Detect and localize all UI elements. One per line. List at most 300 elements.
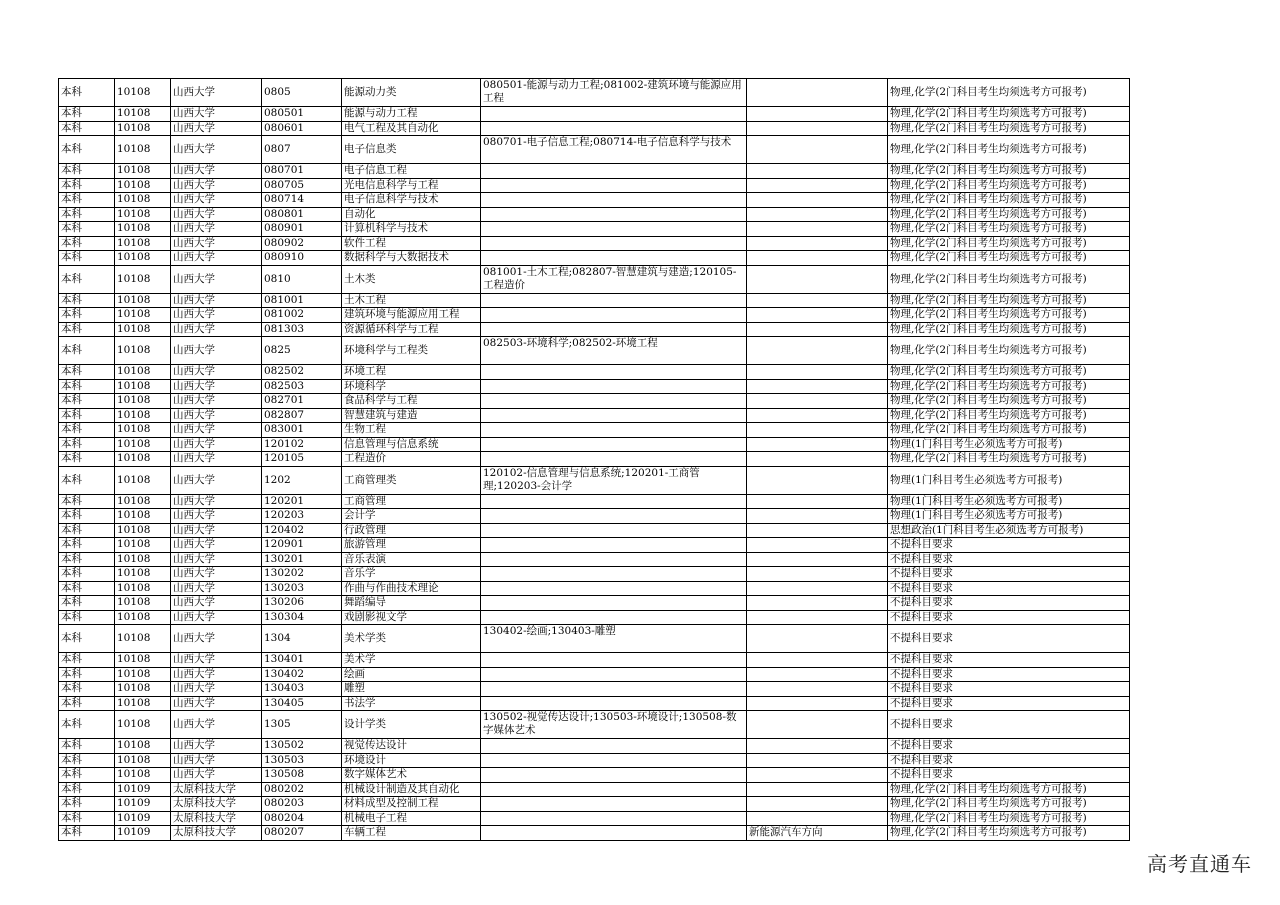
school-code-cell: 10108 xyxy=(115,251,171,266)
table-row xyxy=(59,782,1130,797)
major-code-cell: 130405 xyxy=(262,696,342,711)
subject-requirement-cell: 不提科目要求 xyxy=(888,711,1130,739)
note-cell xyxy=(747,236,888,251)
table-row xyxy=(59,121,1130,136)
major-code-cell: 080601 xyxy=(262,121,342,136)
major-code-cell: 130304 xyxy=(262,610,342,625)
note-cell xyxy=(747,452,888,467)
major-name-cell: 生物工程 xyxy=(342,423,481,438)
school-name-cell: 山西大学 xyxy=(171,265,262,293)
school-name-cell: 山西大学 xyxy=(171,164,262,179)
note-cell xyxy=(747,625,888,653)
school-name-cell: 山西大学 xyxy=(171,567,262,582)
table-row xyxy=(59,682,1130,697)
note-cell xyxy=(747,753,888,768)
table-row xyxy=(59,365,1130,380)
school-code-cell: 10108 xyxy=(115,538,171,553)
note-cell xyxy=(747,107,888,122)
school-code-cell: 10108 xyxy=(115,408,171,423)
table-row xyxy=(59,437,1130,452)
included-majors-cell xyxy=(481,826,747,841)
school-code-cell: 10108 xyxy=(115,365,171,380)
school-name-cell: 山西大学 xyxy=(171,178,262,193)
subject-requirement-cell: 物理,化学(2门科目考生均须选考方可报考) xyxy=(888,452,1130,467)
major-name-cell: 食品科学与工程 xyxy=(342,394,481,409)
included-majors-cell: 130502-视觉传达设计;130503-环境设计;130508-数字媒体艺术 xyxy=(481,711,747,739)
included-majors-cell xyxy=(481,667,747,682)
table-row xyxy=(59,394,1130,409)
school-name-cell: 山西大学 xyxy=(171,251,262,266)
school-code-cell: 10109 xyxy=(115,811,171,826)
level-cell: 本科 xyxy=(59,308,115,323)
note-cell xyxy=(747,164,888,179)
school-code-cell: 10108 xyxy=(115,509,171,524)
table-row xyxy=(59,452,1130,467)
included-majors-cell xyxy=(481,509,747,524)
school-name-cell: 山西大学 xyxy=(171,711,262,739)
included-majors-cell: 081001-土木工程;082807-智慧建筑与建造;120105-工程造价 xyxy=(481,265,747,293)
major-name-cell: 软件工程 xyxy=(342,236,481,251)
level-cell: 本科 xyxy=(59,509,115,524)
included-majors-cell xyxy=(481,653,747,668)
table-body xyxy=(59,79,1130,841)
subject-requirement-cell: 不提科目要求 xyxy=(888,625,1130,653)
major-code-cell: 080202 xyxy=(262,782,342,797)
major-name-cell: 环境工程 xyxy=(342,365,481,380)
school-code-cell: 10108 xyxy=(115,682,171,697)
subject-requirement-cell: 物理,化学(2门科目考生均须选考方可报考) xyxy=(888,265,1130,293)
major-code-cell: 0807 xyxy=(262,136,342,164)
major-code-cell: 080207 xyxy=(262,826,342,841)
school-name-cell: 山西大学 xyxy=(171,107,262,122)
subject-requirement-cell: 不提科目要求 xyxy=(888,667,1130,682)
note-cell xyxy=(747,552,888,567)
level-cell: 本科 xyxy=(59,711,115,739)
school-name-cell: 太原科技大学 xyxy=(171,782,262,797)
major-name-cell: 建筑环境与能源应用工程 xyxy=(342,308,481,323)
school-name-cell: 山西大学 xyxy=(171,667,262,682)
note-cell xyxy=(747,193,888,208)
subject-requirement-cell: 物理,化学(2门科目考生均须选考方可报考) xyxy=(888,337,1130,365)
note-cell xyxy=(747,251,888,266)
major-name-cell: 自动化 xyxy=(342,207,481,222)
table-row xyxy=(59,265,1130,293)
note-cell xyxy=(747,308,888,323)
level-cell: 本科 xyxy=(59,782,115,797)
level-cell: 本科 xyxy=(59,596,115,611)
table-row xyxy=(59,251,1130,266)
major-name-cell: 舞蹈编导 xyxy=(342,596,481,611)
included-majors-cell xyxy=(481,251,747,266)
school-name-cell: 山西大学 xyxy=(171,653,262,668)
table-row xyxy=(59,739,1130,754)
table-row xyxy=(59,423,1130,438)
included-majors-cell: 080501-能源与动力工程;081002-建筑环境与能源应用工程 xyxy=(481,79,747,107)
subject-requirement-cell: 物理,化学(2门科目考生均须选考方可报考) xyxy=(888,79,1130,107)
level-cell: 本科 xyxy=(59,494,115,509)
note-cell xyxy=(747,523,888,538)
note-cell xyxy=(747,408,888,423)
major-code-cell: 081303 xyxy=(262,322,342,337)
table-row xyxy=(59,236,1130,251)
major-code-cell: 130203 xyxy=(262,581,342,596)
major-code-cell: 120203 xyxy=(262,509,342,524)
school-code-cell: 10108 xyxy=(115,222,171,237)
major-code-cell: 130206 xyxy=(262,596,342,611)
level-cell: 本科 xyxy=(59,452,115,467)
table-row xyxy=(59,509,1130,524)
note-cell xyxy=(747,567,888,582)
major-name-cell: 音乐表演 xyxy=(342,552,481,567)
school-code-cell: 10108 xyxy=(115,207,171,222)
school-code-cell: 10108 xyxy=(115,494,171,509)
school-name-cell: 山西大学 xyxy=(171,437,262,452)
level-cell: 本科 xyxy=(59,408,115,423)
school-name-cell: 山西大学 xyxy=(171,494,262,509)
subject-requirement-cell: 物理,化学(2门科目考生均须选考方可报考) xyxy=(888,236,1130,251)
school-code-cell: 10108 xyxy=(115,567,171,582)
school-code-cell: 10108 xyxy=(115,653,171,668)
major-code-cell: 130502 xyxy=(262,739,342,754)
watermark-logo: 高考直通车 xyxy=(1147,852,1252,876)
major-code-cell: 083001 xyxy=(262,423,342,438)
note-cell xyxy=(747,365,888,380)
major-name-cell: 信息管理与信息系统 xyxy=(342,437,481,452)
table-row xyxy=(59,337,1130,365)
major-code-cell: 082807 xyxy=(262,408,342,423)
major-code-cell: 0810 xyxy=(262,265,342,293)
school-name-cell: 太原科技大学 xyxy=(171,811,262,826)
note-cell xyxy=(747,797,888,812)
subject-requirement-cell: 物理,化学(2门科目考生均须选考方可报考) xyxy=(888,164,1130,179)
included-majors-cell xyxy=(481,596,747,611)
subject-requirement-cell: 不提科目要求 xyxy=(888,696,1130,711)
major-name-cell: 设计学类 xyxy=(342,711,481,739)
level-cell: 本科 xyxy=(59,523,115,538)
subject-requirement-cell: 物理,化学(2门科目考生均须选考方可报考) xyxy=(888,136,1130,164)
note-cell xyxy=(747,136,888,164)
school-code-cell: 10108 xyxy=(115,265,171,293)
included-majors-cell xyxy=(481,222,747,237)
table-row xyxy=(59,696,1130,711)
included-majors-cell xyxy=(481,452,747,467)
school-name-cell: 山西大学 xyxy=(171,379,262,394)
included-majors-cell xyxy=(481,567,747,582)
major-name-cell: 能源动力类 xyxy=(342,79,481,107)
subject-requirement-cell: 物理,化学(2门科目考生均须选考方可报考) xyxy=(888,308,1130,323)
major-code-cell: 080701 xyxy=(262,164,342,179)
school-name-cell: 山西大学 xyxy=(171,236,262,251)
level-cell: 本科 xyxy=(59,136,115,164)
major-code-cell: 130202 xyxy=(262,567,342,582)
included-majors-cell xyxy=(481,308,747,323)
table-row xyxy=(59,523,1130,538)
school-name-cell: 山西大学 xyxy=(171,625,262,653)
school-name-cell: 山西大学 xyxy=(171,466,262,494)
major-name-cell: 环境设计 xyxy=(342,753,481,768)
included-majors-cell: 080701-电子信息工程;080714-电子信息科学与技术 xyxy=(481,136,747,164)
table-row xyxy=(59,538,1130,553)
school-code-cell: 10109 xyxy=(115,782,171,797)
major-name-cell: 电子信息工程 xyxy=(342,164,481,179)
school-name-cell: 山西大学 xyxy=(171,682,262,697)
level-cell: 本科 xyxy=(59,826,115,841)
level-cell: 本科 xyxy=(59,164,115,179)
level-cell: 本科 xyxy=(59,538,115,553)
school-code-cell: 10108 xyxy=(115,596,171,611)
school-name-cell: 山西大学 xyxy=(171,452,262,467)
note-cell xyxy=(747,768,888,783)
school-code-cell: 10108 xyxy=(115,466,171,494)
note-cell xyxy=(747,222,888,237)
table-row xyxy=(59,625,1130,653)
school-name-cell: 山西大学 xyxy=(171,509,262,524)
level-cell: 本科 xyxy=(59,811,115,826)
major-code-cell: 082502 xyxy=(262,365,342,380)
school-code-cell: 10108 xyxy=(115,523,171,538)
included-majors-cell xyxy=(481,394,747,409)
major-code-cell: 1305 xyxy=(262,711,342,739)
major-name-cell: 车辆工程 xyxy=(342,826,481,841)
level-cell: 本科 xyxy=(59,322,115,337)
level-cell: 本科 xyxy=(59,653,115,668)
school-name-cell: 太原科技大学 xyxy=(171,826,262,841)
note-cell xyxy=(747,121,888,136)
table-row xyxy=(59,811,1130,826)
included-majors-cell xyxy=(481,610,747,625)
included-majors-cell: 120102-信息管理与信息系统;120201-工商管理;120203-会计学 xyxy=(481,466,747,494)
major-code-cell: 120105 xyxy=(262,452,342,467)
level-cell: 本科 xyxy=(59,610,115,625)
subject-requirement-cell: 不提科目要求 xyxy=(888,739,1130,754)
table-row xyxy=(59,768,1130,783)
table-row xyxy=(59,308,1130,323)
included-majors-cell xyxy=(481,207,747,222)
subject-requirement-cell: 不提科目要求 xyxy=(888,768,1130,783)
table-row xyxy=(59,79,1130,107)
included-majors-cell: 130402-绘画;130403-雕塑 xyxy=(481,625,747,653)
major-code-cell: 081001 xyxy=(262,293,342,308)
level-cell: 本科 xyxy=(59,768,115,783)
table-row xyxy=(59,193,1130,208)
note-cell xyxy=(747,293,888,308)
school-code-cell: 10108 xyxy=(115,293,171,308)
major-code-cell: 081002 xyxy=(262,308,342,323)
school-code-cell: 10109 xyxy=(115,797,171,812)
school-code-cell: 10108 xyxy=(115,711,171,739)
school-name-cell: 山西大学 xyxy=(171,322,262,337)
major-name-cell: 绘画 xyxy=(342,667,481,682)
school-code-cell: 10108 xyxy=(115,696,171,711)
school-name-cell: 山西大学 xyxy=(171,739,262,754)
subject-requirement-cell: 物理(1门科目考生必须选考方可报考) xyxy=(888,466,1130,494)
included-majors-cell xyxy=(481,552,747,567)
major-code-cell: 080204 xyxy=(262,811,342,826)
major-name-cell: 电气工程及其自动化 xyxy=(342,121,481,136)
note-cell xyxy=(747,178,888,193)
subject-requirement-cell: 不提科目要求 xyxy=(888,682,1130,697)
note-cell xyxy=(747,538,888,553)
note-cell xyxy=(747,207,888,222)
table-row xyxy=(59,178,1130,193)
school-name-cell: 山西大学 xyxy=(171,423,262,438)
level-cell: 本科 xyxy=(59,207,115,222)
table-row xyxy=(59,667,1130,682)
level-cell: 本科 xyxy=(59,567,115,582)
table-row xyxy=(59,379,1130,394)
school-code-cell: 10108 xyxy=(115,768,171,783)
subject-requirement-cell: 物理,化学(2门科目考生均须选考方可报考) xyxy=(888,782,1130,797)
subject-requirement-cell: 思想政治(1门科目考生必须选考方可报考) xyxy=(888,523,1130,538)
included-majors-cell xyxy=(481,682,747,697)
table-row xyxy=(59,826,1130,841)
included-majors-cell: 082503-环境科学;082502-环境工程 xyxy=(481,337,747,365)
table-row xyxy=(59,293,1130,308)
level-cell: 本科 xyxy=(59,423,115,438)
table-row xyxy=(59,581,1130,596)
school-name-cell: 山西大学 xyxy=(171,308,262,323)
note-cell xyxy=(747,379,888,394)
subject-requirement-cell: 物理,化学(2门科目考生均须选考方可报考) xyxy=(888,193,1130,208)
included-majors-cell xyxy=(481,423,747,438)
subject-requirement-cell: 物理,化学(2门科目考生均须选考方可报考) xyxy=(888,178,1130,193)
included-majors-cell xyxy=(481,164,747,179)
level-cell: 本科 xyxy=(59,107,115,122)
included-majors-cell xyxy=(481,121,747,136)
major-code-cell: 130503 xyxy=(262,753,342,768)
major-name-cell: 电子信息类 xyxy=(342,136,481,164)
note-cell xyxy=(747,466,888,494)
level-cell: 本科 xyxy=(59,682,115,697)
note-cell xyxy=(747,509,888,524)
subject-requirement-cell: 物理,化学(2门科目考生均须选考方可报考) xyxy=(888,423,1130,438)
school-name-cell: 山西大学 xyxy=(171,768,262,783)
note-cell xyxy=(747,423,888,438)
major-name-cell: 数据科学与大数据技术 xyxy=(342,251,481,266)
school-code-cell: 10108 xyxy=(115,107,171,122)
school-name-cell: 山西大学 xyxy=(171,753,262,768)
subject-requirement-cell: 物理,化学(2门科目考生均须选考方可报考) xyxy=(888,394,1130,409)
school-code-cell: 10108 xyxy=(115,164,171,179)
major-name-cell: 机械电子工程 xyxy=(342,811,481,826)
major-code-cell: 120102 xyxy=(262,437,342,452)
major-code-cell: 080901 xyxy=(262,222,342,237)
major-name-cell: 材料成型及控制工程 xyxy=(342,797,481,812)
school-name-cell: 山西大学 xyxy=(171,408,262,423)
school-name-cell: 山西大学 xyxy=(171,293,262,308)
school-code-cell: 10108 xyxy=(115,379,171,394)
major-name-cell: 环境科学 xyxy=(342,379,481,394)
school-code-cell: 10108 xyxy=(115,667,171,682)
major-code-cell: 0805 xyxy=(262,79,342,107)
subject-requirement-cell: 物理(1门科目考生必须选考方可报考) xyxy=(888,494,1130,509)
table-row xyxy=(59,567,1130,582)
major-code-cell: 130402 xyxy=(262,667,342,682)
major-code-cell: 130401 xyxy=(262,653,342,668)
major-code-cell: 080801 xyxy=(262,207,342,222)
major-name-cell: 会计学 xyxy=(342,509,481,524)
major-name-cell: 雕塑 xyxy=(342,682,481,697)
school-name-cell: 山西大学 xyxy=(171,696,262,711)
table-row xyxy=(59,797,1130,812)
note-cell xyxy=(747,265,888,293)
major-code-cell: 080203 xyxy=(262,797,342,812)
school-name-cell: 山西大学 xyxy=(171,207,262,222)
level-cell: 本科 xyxy=(59,667,115,682)
included-majors-cell xyxy=(481,581,747,596)
level-cell: 本科 xyxy=(59,121,115,136)
school-name-cell: 山西大学 xyxy=(171,552,262,567)
note-cell xyxy=(747,711,888,739)
included-majors-cell xyxy=(481,753,747,768)
included-majors-cell xyxy=(481,236,747,251)
major-name-cell: 计算机科学与技术 xyxy=(342,222,481,237)
school-code-cell: 10108 xyxy=(115,322,171,337)
school-code-cell: 10108 xyxy=(115,337,171,365)
school-name-cell: 山西大学 xyxy=(171,581,262,596)
note-cell xyxy=(747,696,888,711)
school-code-cell: 10108 xyxy=(115,308,171,323)
subject-requirement-cell: 物理,化学(2门科目考生均须选考方可报考) xyxy=(888,826,1130,841)
included-majors-cell xyxy=(481,797,747,812)
major-name-cell: 工商管理 xyxy=(342,494,481,509)
school-code-cell: 10108 xyxy=(115,121,171,136)
subject-requirement-cell: 物理,化学(2门科目考生均须选考方可报考) xyxy=(888,365,1130,380)
note-cell xyxy=(747,596,888,611)
subject-requirement-cell: 物理(1门科目考生必须选考方可报考) xyxy=(888,509,1130,524)
note-cell xyxy=(747,610,888,625)
admission-requirements-table xyxy=(58,78,1130,841)
table-row xyxy=(59,753,1130,768)
table-row xyxy=(59,107,1130,122)
major-code-cell: 130403 xyxy=(262,682,342,697)
table-row xyxy=(59,596,1130,611)
school-code-cell: 10108 xyxy=(115,753,171,768)
included-majors-cell xyxy=(481,696,747,711)
level-cell: 本科 xyxy=(59,251,115,266)
included-majors-cell xyxy=(481,494,747,509)
included-majors-cell xyxy=(481,523,747,538)
subject-requirement-cell: 不提科目要求 xyxy=(888,653,1130,668)
level-cell: 本科 xyxy=(59,394,115,409)
major-name-cell: 机械设计制造及其自动化 xyxy=(342,782,481,797)
major-name-cell: 书法学 xyxy=(342,696,481,711)
subject-requirement-cell: 物理,化学(2门科目考生均须选考方可报考) xyxy=(888,811,1130,826)
included-majors-cell xyxy=(481,408,747,423)
subject-requirement-cell: 物理,化学(2门科目考生均须选考方可报考) xyxy=(888,107,1130,122)
included-majors-cell xyxy=(481,178,747,193)
major-name-cell: 行政管理 xyxy=(342,523,481,538)
level-cell: 本科 xyxy=(59,79,115,107)
school-code-cell: 10108 xyxy=(115,193,171,208)
major-code-cell: 080501 xyxy=(262,107,342,122)
level-cell: 本科 xyxy=(59,265,115,293)
subject-requirement-cell: 物理(1门科目考生必须选考方可报考) xyxy=(888,437,1130,452)
table-row xyxy=(59,136,1130,164)
included-majors-cell xyxy=(481,107,747,122)
subject-requirement-cell: 物理,化学(2门科目考生均须选考方可报考) xyxy=(888,797,1130,812)
school-name-cell: 山西大学 xyxy=(171,523,262,538)
level-cell: 本科 xyxy=(59,193,115,208)
subject-requirement-cell: 不提科目要求 xyxy=(888,610,1130,625)
included-majors-cell xyxy=(481,322,747,337)
table-row xyxy=(59,408,1130,423)
major-name-cell: 数字媒体艺术 xyxy=(342,768,481,783)
note-cell xyxy=(747,667,888,682)
note-cell xyxy=(747,811,888,826)
subject-requirement-cell: 物理,化学(2门科目考生均须选考方可报考) xyxy=(888,251,1130,266)
table-row xyxy=(59,552,1130,567)
